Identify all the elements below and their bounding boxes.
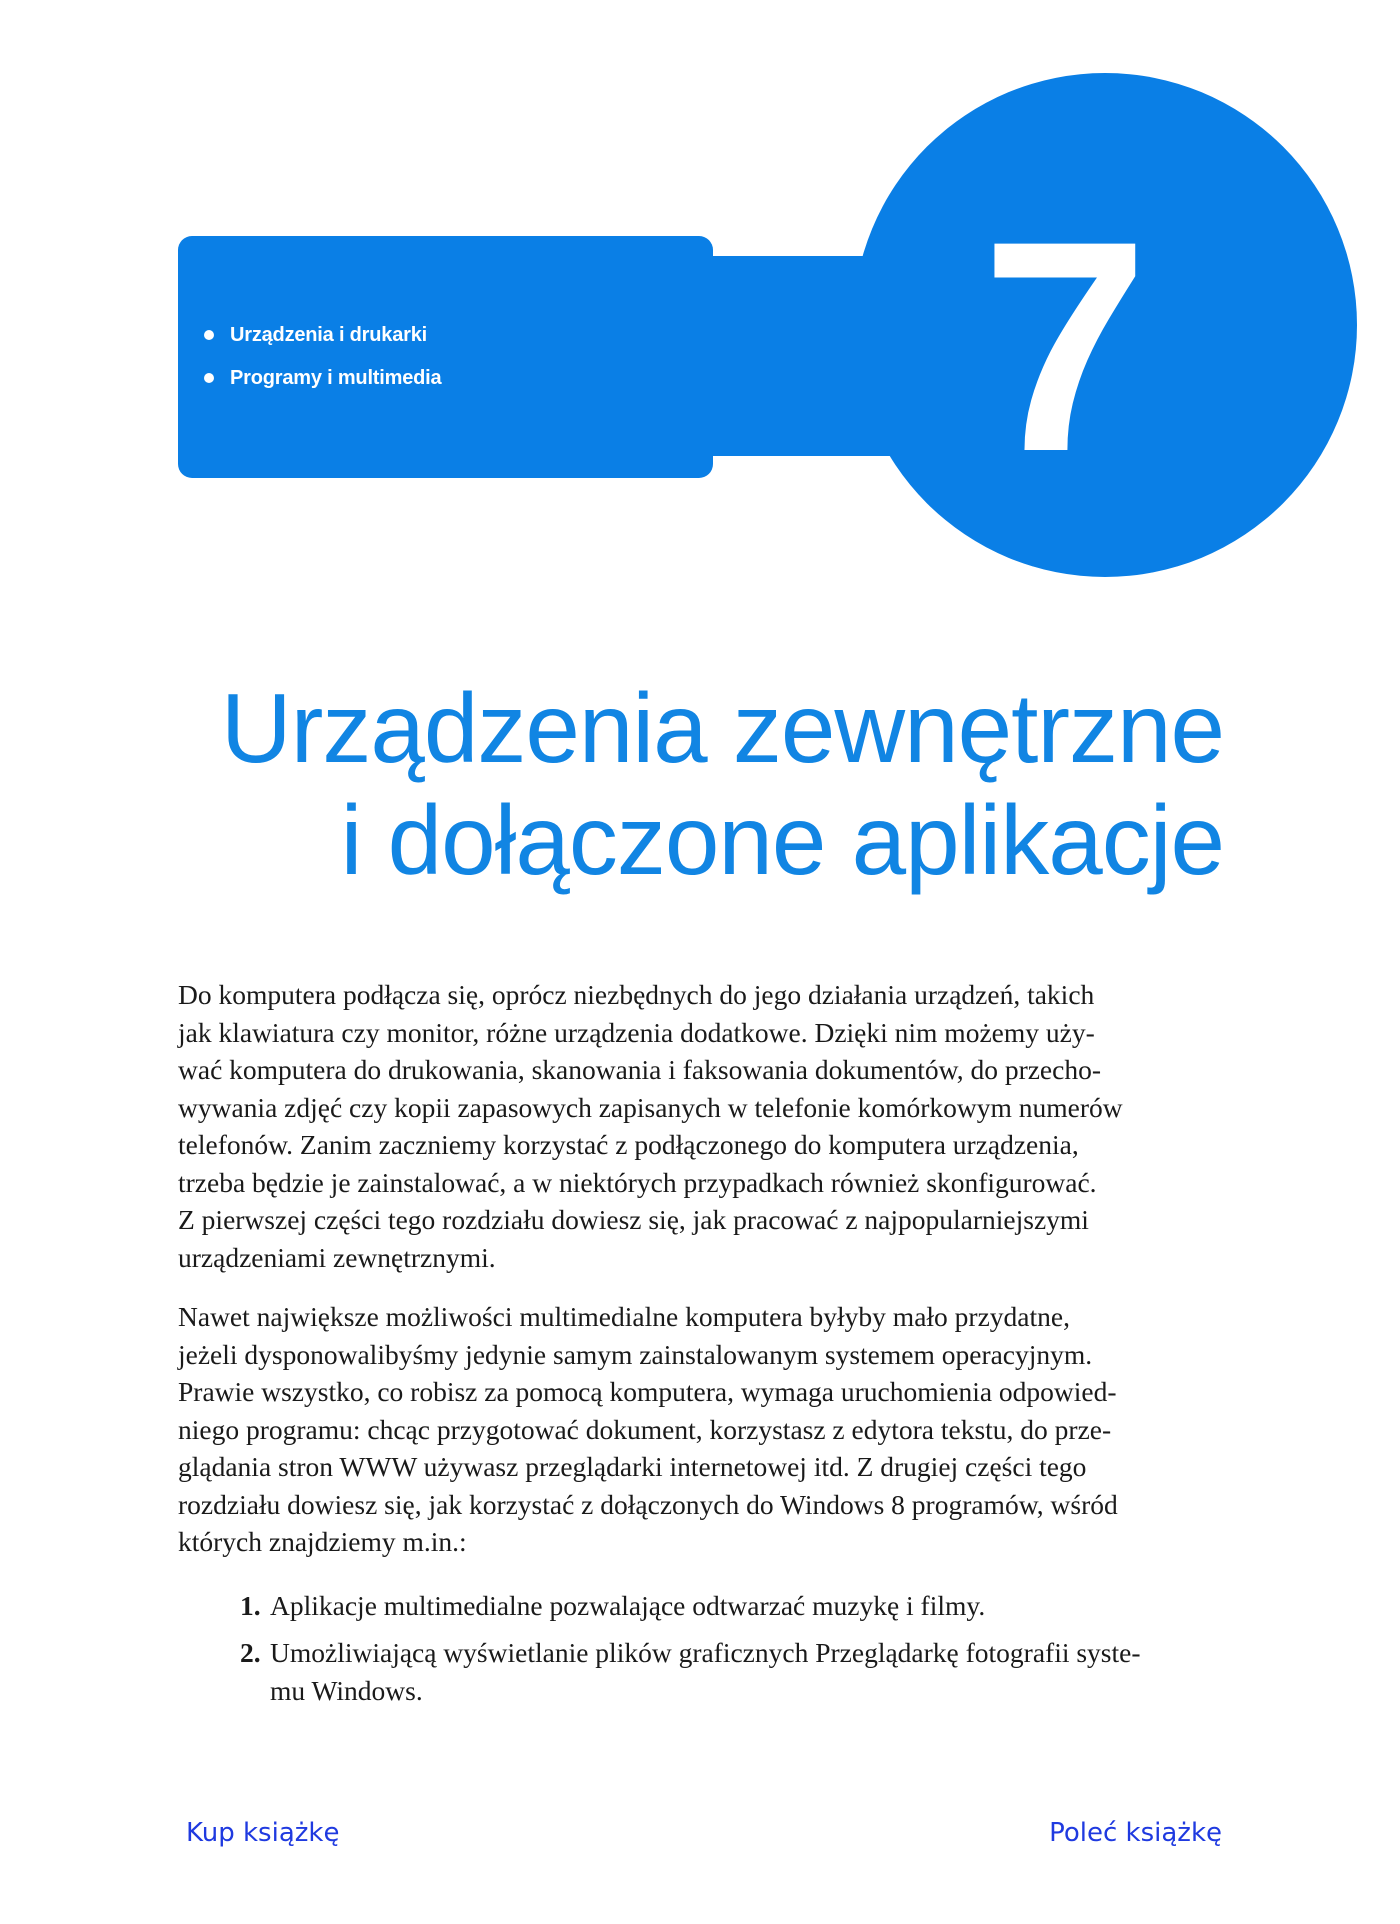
list-item-line: mu Windows.	[270, 1674, 423, 1706]
paragraph-line: Do komputera podłącza się, oprócz niezbędnych do jego działania urządzeń, takich	[178, 979, 1095, 1010]
chapter-topic-item: Urządzenia i drukarki	[204, 318, 441, 361]
paragraph-line: trzeba będzie je zainstalować, a w niektórych przypadkach również skonfigurować.	[178, 1166, 1097, 1198]
paragraph-line: których znajdziemy m.in.:	[178, 1526, 467, 1557]
chapter-intro-text	[178, 976, 1224, 1719]
chapter-title-line: i dołączone aplikacje	[340, 785, 1224, 895]
paragraph-line: telefonów. Zanim zaczniemy korzystać z podłączonego do komputera urządzenia,	[178, 1129, 1079, 1160]
paragraph-line: jeżeli dysponowalibyśmy jedynie samym zainstalowanym systemem operacyjnym.	[178, 1338, 1093, 1370]
chapter-topic-item: Programy i multimedia	[204, 361, 441, 404]
list-item	[240, 1587, 1224, 1625]
numbered-list	[178, 1587, 1224, 1710]
intro-paragraph	[178, 1298, 1224, 1561]
paragraph-line: Prawie wszystko, co robisz za pomocą komputera, wymaga uruchomienia odpowied-	[178, 1376, 1117, 1407]
paragraph-line: urządzeniami zewnętrznymi.	[178, 1241, 496, 1273]
buy-book-link[interactable]: Kup książkę	[186, 1818, 340, 1848]
list-item-number: 1.	[240, 1589, 261, 1621]
paragraph-line: Z pierwszej części tego rozdziału dowiesz się, jak pracować z najpopularniejszymi	[178, 1204, 1089, 1235]
list-item-number: 2.	[240, 1637, 261, 1668]
chapter-header-connector	[690, 256, 900, 456]
list-item	[240, 1634, 1224, 1709]
paragraph-line: jak klawiatura czy monitor, różne urządzenia dodatkowe. Dzięki nim możemy uży-	[178, 1016, 1095, 1048]
paragraph-line: rozdziału dowiesz się, jak korzystać z dołączonych do Windows 8 programów, wśród	[178, 1488, 1118, 1520]
recommend-book-link[interactable]: Poleć książkę	[1049, 1818, 1222, 1848]
paragraph-line: wać komputera do drukowania, skanowania i faksowania dokumentów, do przecho-	[178, 1054, 1101, 1085]
paragraph-line: Nawet największe możliwości multimedialne komputera byłyby mało przydatne,	[178, 1301, 1070, 1332]
list-item-line: Aplikacje multimedialne pozwalające odtwarzać muzykę i filmy.	[270, 1589, 986, 1621]
chapter-topics-list	[204, 318, 441, 404]
paragraph-line: wywania zdjęć czy kopii zapasowych zapisanych w telefonie komórkowym numerów	[178, 1091, 1123, 1123]
intro-paragraph	[178, 976, 1224, 1276]
chapter-number: 7	[981, 178, 1149, 514]
chapter-title	[221, 672, 1224, 896]
paragraph-line: glądania stron WWW używasz przeglądarki internetowej itd. Z drugiej części tego	[178, 1451, 1087, 1482]
chapter-title-line: Urządzenia zewnętrzne	[220, 673, 1224, 783]
list-item-line: Umożliwiającą wyświetlanie plików graficznych Przeglądarkę fotografii syste-	[270, 1637, 1141, 1668]
paragraph-line: niego programu: chcąc przygotować dokument, korzystasz z edytora tekstu, do prze-	[178, 1413, 1112, 1445]
